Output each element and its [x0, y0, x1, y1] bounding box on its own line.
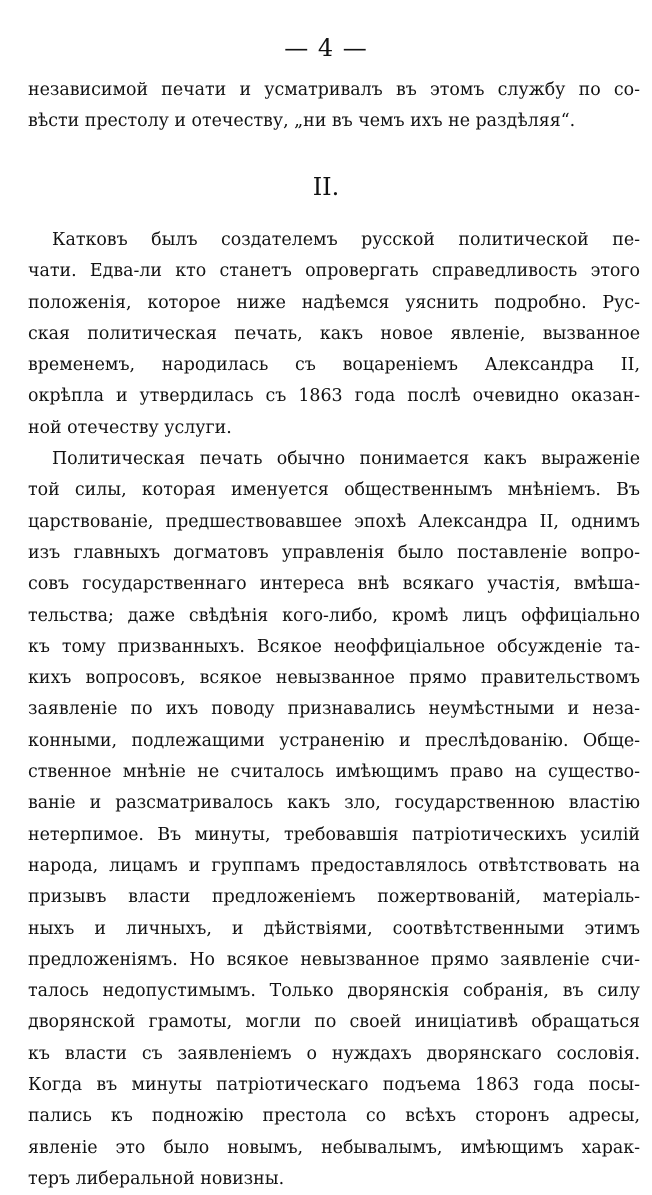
paragraph-2-line: призывъ власти предложеніемъ пожертвованій, матеріаль- — [28, 887, 640, 908]
text-line: вѣсти престолу и отечеству, „ни въ чемъ ихъ не раздѣляя“. — [28, 111, 576, 132]
paragraph-2-line: предложеніямъ. Но всякое невызванное прямо заявленіе счи- — [28, 949, 640, 970]
paragraph-2-line: совъ государственнаго интереса внѣ всякаго участія, вмѣша- — [28, 574, 640, 595]
paragraph-2-line: ныхъ и личныхъ, и дѣйствіями, соотвѣтственными этимъ — [28, 918, 640, 939]
paragraph-1-line: положенія, которое ниже надѣемся уяснить подробно. Рус- — [28, 292, 640, 313]
paragraph-2-line: изъ главныхъ догматовъ управленія было поставленіе вопро- — [28, 542, 640, 563]
paragraph-1-line: временемъ, народилась съ воцареніемъ Александра II, — [28, 355, 640, 376]
paragraph-2-line: заявленіе по ихъ поводу признавались неумѣстными и неза- — [28, 699, 640, 720]
paragraph-2-line: конными, подлежащими устраненію и преслѣдованію. Обще- — [28, 730, 640, 751]
paragraph-2-line: ваніе и разсматривалось какъ зло, государственною властію — [28, 793, 640, 814]
paragraph-2-line: тельства; даже свѣдѣнія кого-либо, кромѣ лицъ оффиціально — [28, 605, 640, 626]
paragraph-2-line: кихъ вопросовъ, всякое невызванное прямо правительствомъ — [28, 668, 640, 689]
paragraph-2-line: талось недопустимымъ. Только дворянскія собранія, въ силу — [28, 981, 640, 1002]
paragraph-2-line: къ власти съ заявленіемъ о нуждахъ дворянскаго сословія. — [28, 1043, 640, 1064]
paragraph-1-line: ной отечеству услуги. — [28, 417, 232, 438]
paragraph-1-line: Катковъ былъ создателемъ русской политической пе- — [52, 230, 640, 250]
paragraph-2-line: народа, лицамъ и группамъ предоставлялось отвѣтствовать на — [28, 855, 640, 876]
paragraph-2-line: Когда въ минуты патріотическаго подъема 1863 года посы- — [28, 1075, 640, 1096]
paragraph-2-line: къ тому призванныхъ. Всякое неоффиціальное обсужденіе та- — [28, 636, 640, 657]
text-line: независимой печати и усматривалъ въ этомъ службу по со- — [28, 80, 640, 100]
paragraph-1-line: ская политическая печать, какъ новое явленіе, вызванное — [28, 323, 640, 344]
paragraph-2-line: Политическая печать обычно понимается какъ выраженіе — [52, 449, 640, 470]
paragraph-1-line: окрѣпла и утвердилась съ 1863 года послѣ очевидно оказан- — [28, 386, 640, 407]
paragraph-2-line: той силы, которая именуется общественнымъ мнѣніемъ. Въ — [28, 480, 640, 501]
paragraph-2-line: теръ либеральной новизны. — [28, 1168, 285, 1189]
paragraph-2-line: нетерпимое. Въ минуты, требовавшія патріотическихъ усилій — [28, 824, 640, 845]
page-number: — 4 — — [284, 34, 368, 62]
paragraph-2-line: пались къ подножію престола со всѣхъ сторонъ адресы, — [28, 1106, 640, 1127]
section-body — [28, 225, 640, 1195]
paragraph-2-line: ственное мнѣніе не считалось имѣющимъ право на существо- — [28, 762, 640, 783]
paragraph-2-line: дворянской грамоты, могли по своей иниціативѣ обращаться — [28, 1012, 640, 1033]
section-heading: II. — [312, 173, 340, 201]
continuation-text — [28, 75, 640, 138]
paragraph-2-line: царствованіе, предшествовавшее эпохѣ Александра II, однимъ — [28, 511, 640, 532]
paragraph-1-line: чати. Едва-ли кто станетъ опровергать справедливость этого — [28, 261, 640, 282]
paragraph-2-line: явленіе это было новымъ, небывалымъ, имѣющимъ харак- — [28, 1137, 640, 1158]
